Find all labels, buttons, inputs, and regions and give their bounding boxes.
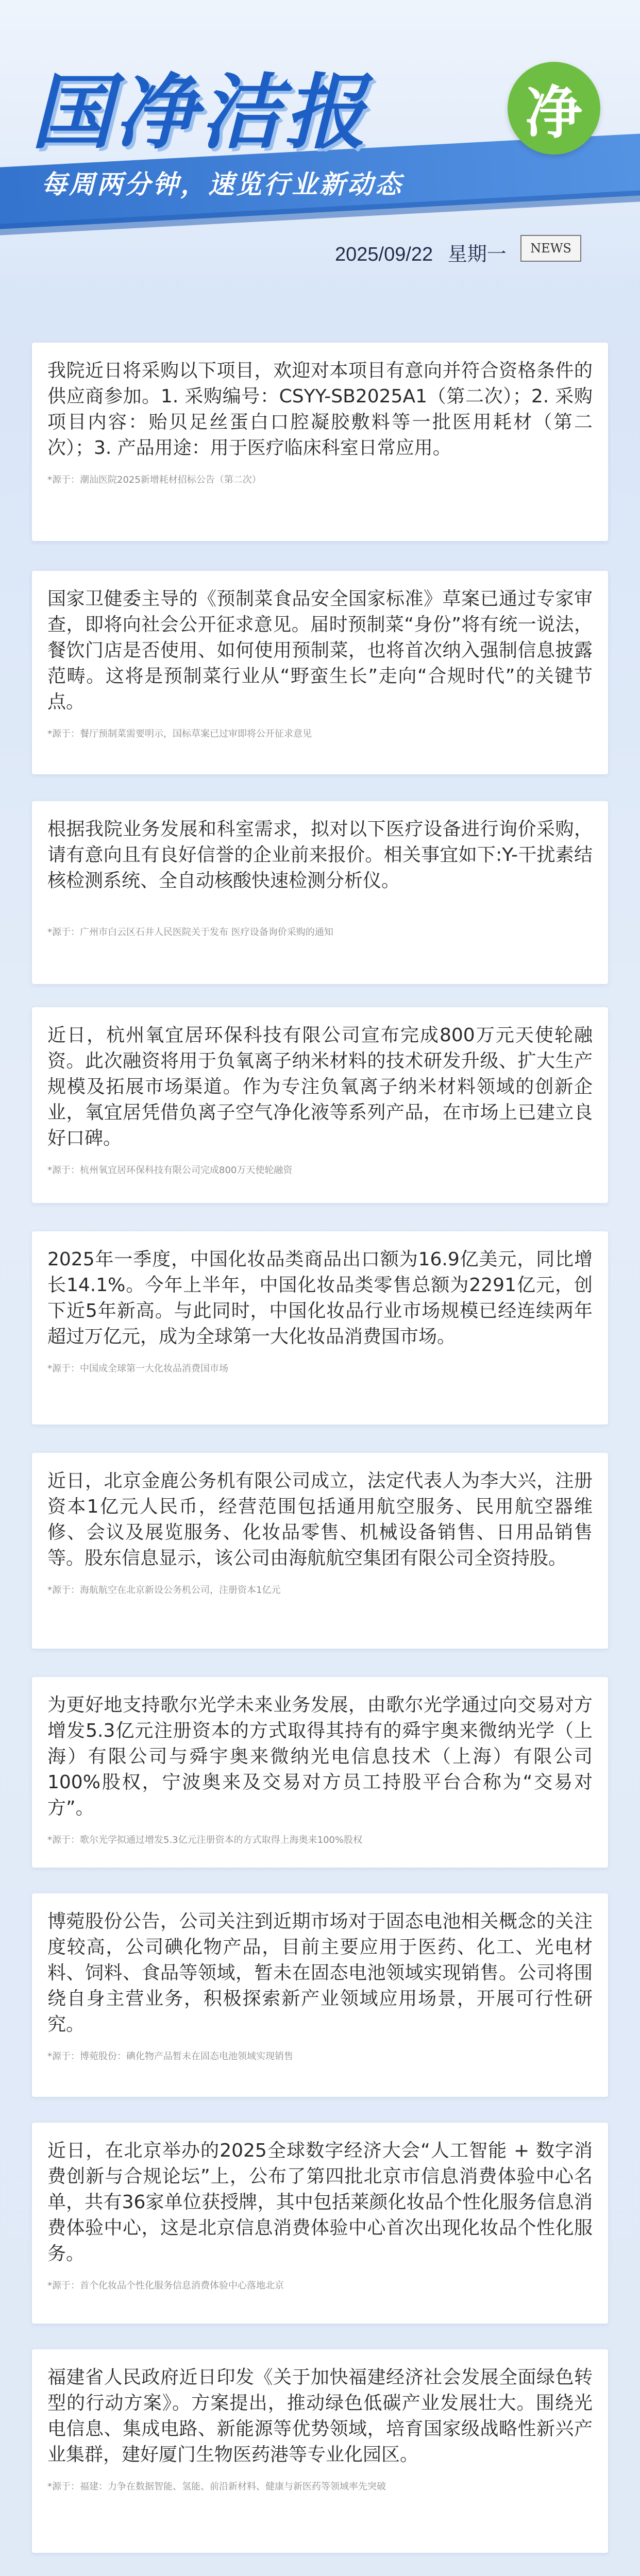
news-body: 我院近日将采购以下项目，欢迎对本项目有意向并符合资格条件的供应商参加。1. 采购编号：CSYY-SB2025A1（第二次）；2. 采购项目内容：贻贝足丝蛋白口腔凝胶敷料等一批医用耗材（第二次）；3. 产品用途：用于医疗临床科室日常应用。 [47,360,593,459]
issue-date: 2025/09/22 [335,244,433,265]
date-line [335,238,507,266]
news-source: *源于：博菀股份：碘化物产品暂未在固态电池领域实现销售 [47,2051,293,2062]
news-body: 博菀股份公告，公司关注到近期市场对于固态电池相关概念的关注度较高，公司碘化物产品，目前主要应用于医药、化工、光电材料、饲料、食品等领域，暂未在固态电池领域实现销售。公司将围绕自身主营业务，积极探索新产业领域应用场景，开展可行性研究。 [47,1911,593,2035]
news-body: 2025年一季度，中国化妆品类商品出口额为16.9亿美元，同比增长14.1%。今年上半年，中国化妆品类零售总额为2291亿元，创下近5年新高。与此同时，中国化妆品行业市场规模已经连续两年超过万亿元，成为全球第一大化妆品消费国市场。 [47,1249,593,1347]
news-source: *源于：中国成全球第一大化妆品消费国市场 [47,1363,228,1374]
news-card [32,801,608,984]
news-card [32,2349,608,2553]
news-card [32,1677,608,1868]
news-source: *源于：餐厅预制菜需要明示，国标草案已过审即将公开征求意见 [47,728,312,739]
news-body: 近日，北京金鹿公务机有限公司成立，法定代表人为李大兴，注册资本1亿元人民币，经营范围包括通用航空服务、民用航空器维修、会议及展览服务、化妆品零售、机械设备销售、日用品销售等。股东信息显示，该公司由海航航空集团有限公司全资持股。 [47,1470,593,1569]
news-badge: NEWS [520,235,581,262]
news-body: 为更好地支持歌尔光学未来业务发展，由歌尔光学通过向交易对方增发5.3亿元注册资本的方式取得其持有的舜宇奥来微纳光学（上海）有限公司与舜宇奥来微纳光电信息技术（上海）有限公司100%股权，宁波奥来及交易对方员工持股平台合称为“交易对方”。 [47,1694,593,1819]
news-source: *源于：海航航空在北京新设公务机公司，注册资本1亿元 [47,1585,281,1596]
news-card [32,571,608,774]
news-source: *源于：杭州氧宜居环保科技有限公司完成800万天使轮融资 [47,1165,293,1176]
news-body: 国家卫健委主导的《预制菜食品安全国家标准》草案已通过专家审查，即将向社会公开征求意见。届时预制菜“身份”将有统一说法，餐饮门店是否使用、如何使用预制菜，也将首次纳入强制信息披露范畴。这将是预制菜行业从“野蛮生长”走向“合规时代”的关键节点。 [47,588,593,713]
news-source: *源于：潮汕医院2025新增耗材招标公告（第二次） [47,474,261,485]
header-banner [0,0,640,281]
news-card [32,343,608,541]
page-subtitle: 每周两分钟，速览行业新动态 [41,170,403,199]
news-source: *源于：福建：力争在数据智能、氢能、前沿新材料、健康与新医药等领域率先突破 [47,2481,386,2492]
news-card [32,1893,608,2097]
news-card [32,1453,608,1649]
news-body: 近日，杭州氧宜居环保科技有限公司宣布完成800万元天使轮融资。此次融资将用于负氧离子纳米材料的技术研发升级、扩大生产规模及拓展市场渠道。作为专注负氧离子纳米材料领域的创新企业，氧宜居凭借负离子空气净化液等系列产品，在市场上已建立良好口碑。 [47,1025,593,1149]
logo-char: 净 [526,80,582,146]
brand-logo-icon [508,62,600,155]
news-source: *源于：广州市白云区石井人民医院关于发布 医疗设备询价采购的通知 [47,927,333,938]
page-title: 国净洁报 [31,65,369,160]
news-source: *源于：首个化妆品个性化服务信息消费体验中心落地北京 [47,2280,284,2291]
news-card [32,2123,608,2324]
news-body: 福建省人民政府近日印发《关于加快福建经济社会发展全面绿色转型的行动方案》。方案提出，推动绿色低碳产业发展壮大。围绕光电信息、集成电路、新能源等优势领域，培育国家级战略性新兴产业集群，建好厦门生物医药港等专业化园区。 [47,2367,593,2465]
issue-weekday: 星期一 [447,244,507,265]
news-source: *源于：歌尔光学拟通过增发5.3亿元注册资本的方式取得上海奥来100%股权 [47,1835,363,1845]
news-card [32,1007,608,1203]
news-body: 近日，在北京举办的2025全球数字经济大会“人工智能 + 数字消费创新与合规论坛”上，公布了第四批北京市信息消费体验中心名单，共有36家单位获授牌，其中包括莱颜化妆品个性化服务信息消费体验中心，这是北京信息消费体验中心首次出现化妆品个性化服务。 [47,2140,593,2264]
news-body: 根据我院业务发展和科室需求，拟对以下医疗设备进行询价采购，请有意向且有良好信誉的企业前来报价。相关事宜如下:Y-干扰素结核检测系统、全自动核酸快速检测分析仪。 [47,819,593,891]
news-card [32,1231,608,1425]
